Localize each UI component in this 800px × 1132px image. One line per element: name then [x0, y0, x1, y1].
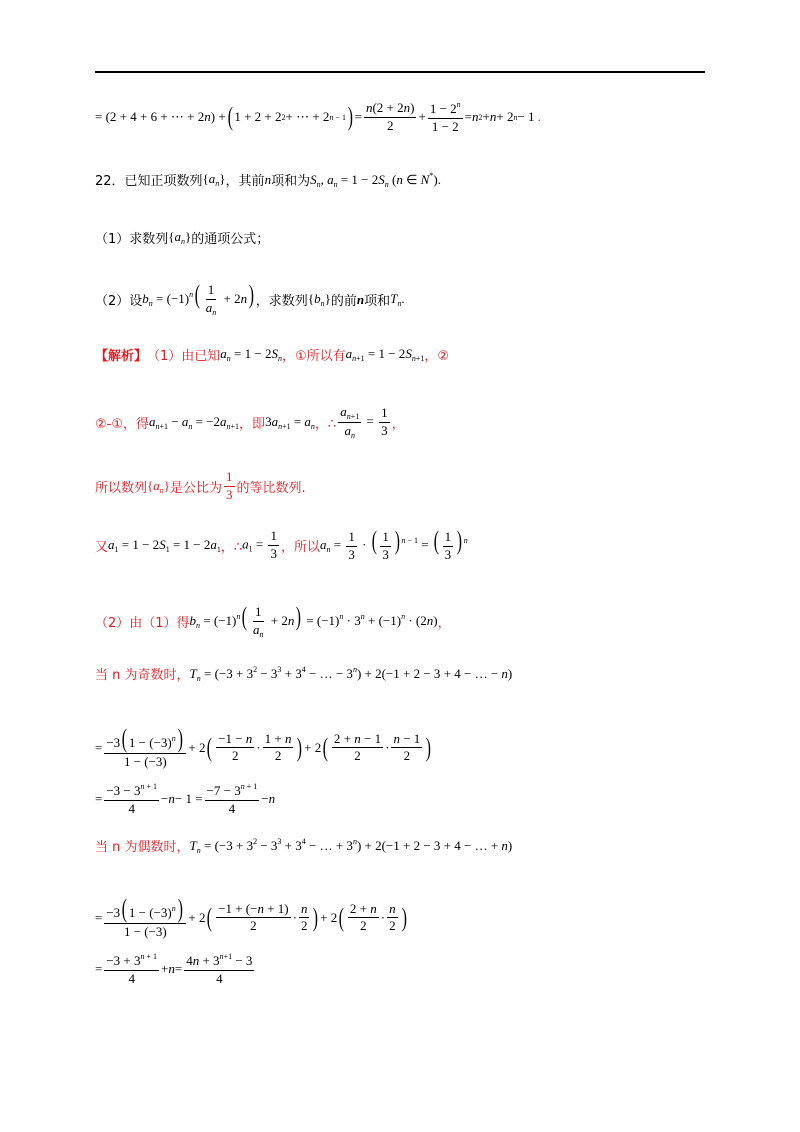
- question-number: 22．已知正项数列: [95, 174, 203, 189]
- formula-even-step-2: = $\frac{-3 + 3^{n + 1}}{4}$ + n = $\frac{4n + 3^{n+1} - 3}{4}$: [95, 952, 253, 986]
- solution-line-1: 【解析】 （1）由已知 $a_n = 1 - 2S_n$ ，①所以有 $a_{n+1} = 1 - 2S_{n+1}$ ，②: [95, 346, 449, 364]
- solution-tag: 【解析】: [95, 349, 148, 364]
- formula-odd-step-2: = $\frac{-3 - 3^{n + 1}}{4}$ − n − 1 = $\frac{-7 - 3^{n + 1}}{4}$ − n: [95, 782, 276, 816]
- formula-line-sum: = (2 + 4 + 6 + ⋯ + 2 n ) + ( 1 + 2 + 2 2 + ⋯ + 2 n − 1 ) = $\frac{n(2 + 2n)}{2}$ + $\frac{1 - 2^n}{1 - 2}$ = n 2 + n + 2 n − 1 .: [95, 100, 542, 134]
- solution-line-2: ②-①，得 $a_{n+1} - a_n = -2a_{n+1}$ ，即 $3a_{n+1} = a_n$ ，∴ $\frac{a_{n+1}}{a_n}$ = $\frac{1}{3}$ ，: [95, 404, 405, 441]
- question-part-2: （2）设 $b_n = (-1)^n$( $\frac{1}{a_n}$ + 2n) ，求数列 $\{b_n\}$ 的前 n 项和 $T_n$.: [95, 280, 405, 317]
- solution-line-4: 又 $a_1 = 1 - 2S_1 = 1 - 2a_1$ ，∴ $a_1$ = $\frac{1}{3}$ ，所以 $a_n$ = $\frac{1}{3}$ · ( $\frac{1}{3}$ ) $^{n - 1}$ = ( $\frac{1}{3}$ ) $^n$: [95, 526, 468, 562]
- header-rule: [95, 71, 705, 73]
- solution-even-case: 当 n 为偶数时， $T_n = (-3 + 3^2 - 3^3 + 3^4$ − … + $3^n) + 2(-1 + 2 - 3 + 4$ − … + n): [95, 836, 513, 855]
- formula-even-step-1: = $\frac{-3( 1 - (-3)^n)}{1 - (-3)}$ + 2 ( $\frac{-1 + (-n + 1)}{2}$ · $\frac{n}{2}$ ) + 2 ( $\frac{2 + n}{2}$ · $\frac{n}{2}$ ): [95, 894, 407, 939]
- question-part-1: （1）求数列 $\{a_n\}$ 的通项公式；: [95, 229, 270, 247]
- question-22: 22．已知正项数列 $\{a_n\}$ ，其前 n 项和为 $S_n$, $a_n = 1 - 2S_n$ (n ∈ N*) .: [95, 170, 441, 189]
- solution-line-5: （2）由（1）得 $b_n = (-1)^n$( $\frac{1}{a_n}$ + $2n) = (-1)^n \cdot 3^n + (-1)^n \cdot (2n)$ ，: [95, 602, 451, 639]
- solution-line-3: 所以数列 $\{a_n\}$ 是公比为 $\frac{1}{3}$ 的等比数列.: [95, 469, 306, 502]
- formula-odd-step-1: = $\frac{-3( 1 - (-3)^n)}{1 - (-3)}$ + 2 ( $\frac{-1 - n}{2}$ · $\frac{1 + n}{2}$ ) + 2 ( $\frac{2 + n - 1}{2}$ · $\frac{n - 1}{2}$ ): [95, 724, 432, 769]
- solution-odd-case: 当 n 为奇数时， $T_n = (-3 + 3^2 - 3^3 + 3^4$ − … − $3^n) + 2(-1 + 2 - 3 + 4$ − … − n): [95, 664, 513, 683]
